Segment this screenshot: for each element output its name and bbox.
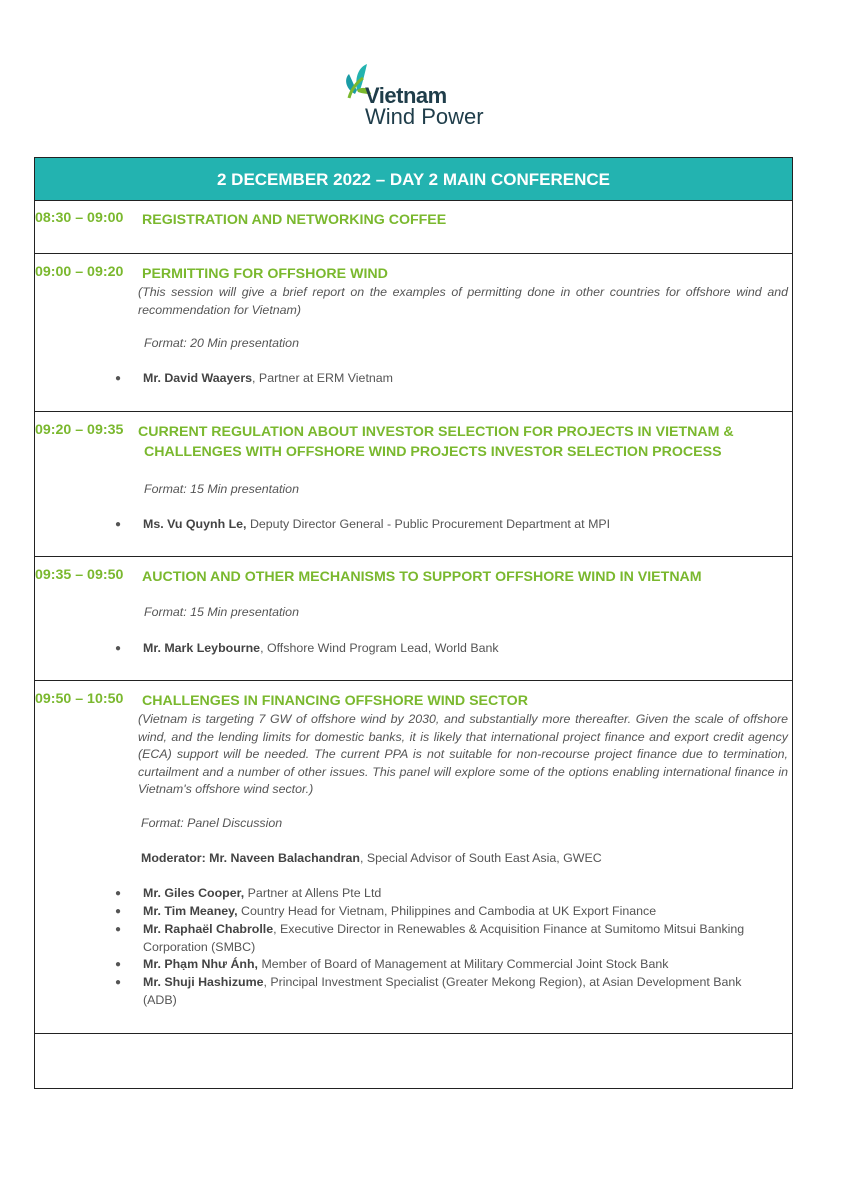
session-title: REGISTRATION AND NETWORKING COFFEE bbox=[142, 212, 447, 228]
speaker-item bbox=[115, 885, 775, 903]
speaker-role: Member of Board of Management at Military Commercial Joint Stock Bank bbox=[258, 957, 669, 971]
bullet-icon: ● bbox=[115, 977, 122, 988]
session-title: CHALLENGES IN FINANCING OFFSHORE WIND SECTOR bbox=[142, 693, 528, 709]
session-format: Format: 15 Min presentation bbox=[144, 605, 299, 619]
logo-text-line2: Wind Power bbox=[365, 104, 484, 129]
speaker-item bbox=[115, 640, 775, 658]
moderator-role: , Special Advisor of South East Asia, GWEC bbox=[359, 851, 602, 865]
bullet-icon: ● bbox=[115, 959, 122, 970]
speaker-item bbox=[115, 956, 775, 974]
speaker-name: Mr. Shuji Hashizume bbox=[143, 975, 264, 989]
session-title-line1: CURRENT REGULATION ABOUT INVESTOR SELECTION FOR PROJECTS IN VIETNAM & bbox=[138, 424, 734, 440]
speaker-role: , Partner at ERM Vietnam bbox=[252, 371, 393, 385]
session-format: Format: 15 Min presentation bbox=[144, 482, 299, 496]
speaker-item bbox=[115, 370, 775, 388]
bullet-icon: ● bbox=[115, 924, 122, 935]
session-time: 09:20 – 09:35 bbox=[35, 422, 124, 438]
moderator-name: Moderator: Mr. Naveen Balachandran bbox=[141, 851, 360, 865]
session-description: (Vietnam is targeting 7 GW of offshore wind by 2030, and substantially more thereafter. Given the scale of offshore wind, and the lending limits for domestic banks, it is likely that international project finance and export credit agency (ECA) support will be needed. The current PPA is not suitable for non-recourse project finance due to termination, curtailment and a number of other issues. This panel will explore some of the options enabling international finance in Vietnam's offshore wind sector.) bbox=[138, 712, 788, 796]
logo-text-line1: Vietnam bbox=[365, 83, 447, 108]
speaker-role: Country Head for Vietnam, Philippines and Cambodia at UK Export Finance bbox=[237, 904, 657, 918]
speaker-item bbox=[115, 903, 775, 921]
empty-row bbox=[35, 1034, 792, 1088]
speaker-name: Mr. Mark Leybourne bbox=[143, 641, 261, 655]
speaker-role: , Executive Director in Renewables & Acquisition Finance at Sumitomo Mitsui Banking Corporation (SMBC) bbox=[143, 922, 745, 954]
speaker-name: Mr. David Waayers bbox=[143, 371, 253, 385]
session-row bbox=[35, 200, 792, 254]
session-title: AUCTION AND OTHER MECHANISMS TO SUPPORT OFFSHORE WIND IN VIETNAM bbox=[142, 569, 702, 585]
bullet-icon: ● bbox=[115, 643, 122, 654]
speaker-item bbox=[115, 516, 775, 534]
session-row bbox=[35, 557, 792, 681]
speaker-item bbox=[115, 974, 775, 1009]
speaker-item bbox=[115, 921, 775, 956]
session-row bbox=[35, 254, 792, 412]
agenda-table bbox=[34, 157, 793, 1089]
session-description: (This session will give a brief report on the examples of permitting done in other countries for offshore wind and recommendation for Vietnam) bbox=[138, 285, 788, 317]
vietnam-wind-power-logo bbox=[343, 60, 513, 130]
speaker-name: Mr. Giles Cooper, bbox=[143, 886, 245, 900]
speaker-name: Mr. Tim Meaney, bbox=[143, 904, 238, 918]
session-time: 09:35 – 09:50 bbox=[35, 567, 124, 583]
speaker-name: Ms. Vu Quynh Le, bbox=[143, 517, 247, 531]
speaker-name: Mr. Phạm Như Ánh, bbox=[143, 957, 258, 971]
bullet-icon: ● bbox=[115, 906, 122, 917]
speaker-role: Deputy Director General - Public Procurement Department at MPI bbox=[246, 517, 611, 531]
session-time: 08:30 – 09:00 bbox=[35, 210, 124, 226]
session-row bbox=[35, 412, 792, 557]
session-format: Format: Panel Discussion bbox=[141, 816, 283, 830]
speaker-role: , Offshore Wind Program Lead, World Bank bbox=[260, 641, 499, 655]
bullet-icon: ● bbox=[115, 373, 122, 384]
bullet-icon: ● bbox=[115, 519, 122, 530]
speaker-role: , Principal Investment Specialist (Greater Mekong Region), at Asian Development Bank (ADB) bbox=[143, 975, 742, 1007]
moderator-line bbox=[141, 851, 602, 865]
speaker-name: Mr. Raphaël Chabrolle bbox=[143, 922, 274, 936]
session-time: 09:00 – 09:20 bbox=[35, 264, 124, 280]
bullet-icon: ● bbox=[115, 888, 122, 899]
session-title-line2: CHALLENGES WITH OFFSHORE WIND PROJECTS INVESTOR SELECTION PROCESS bbox=[144, 444, 722, 460]
session-title: PERMITTING FOR OFFSHORE WIND bbox=[142, 266, 388, 282]
session-format: Format: 20 Min presentation bbox=[144, 336, 299, 350]
session-row bbox=[35, 681, 792, 1034]
day-header: 2 DECEMBER 2022 – DAY 2 MAIN CONFERENCE bbox=[35, 158, 792, 201]
speaker-role: Partner at Allens Pte Ltd bbox=[244, 886, 382, 900]
session-time: 09:50 – 10:50 bbox=[35, 691, 124, 707]
